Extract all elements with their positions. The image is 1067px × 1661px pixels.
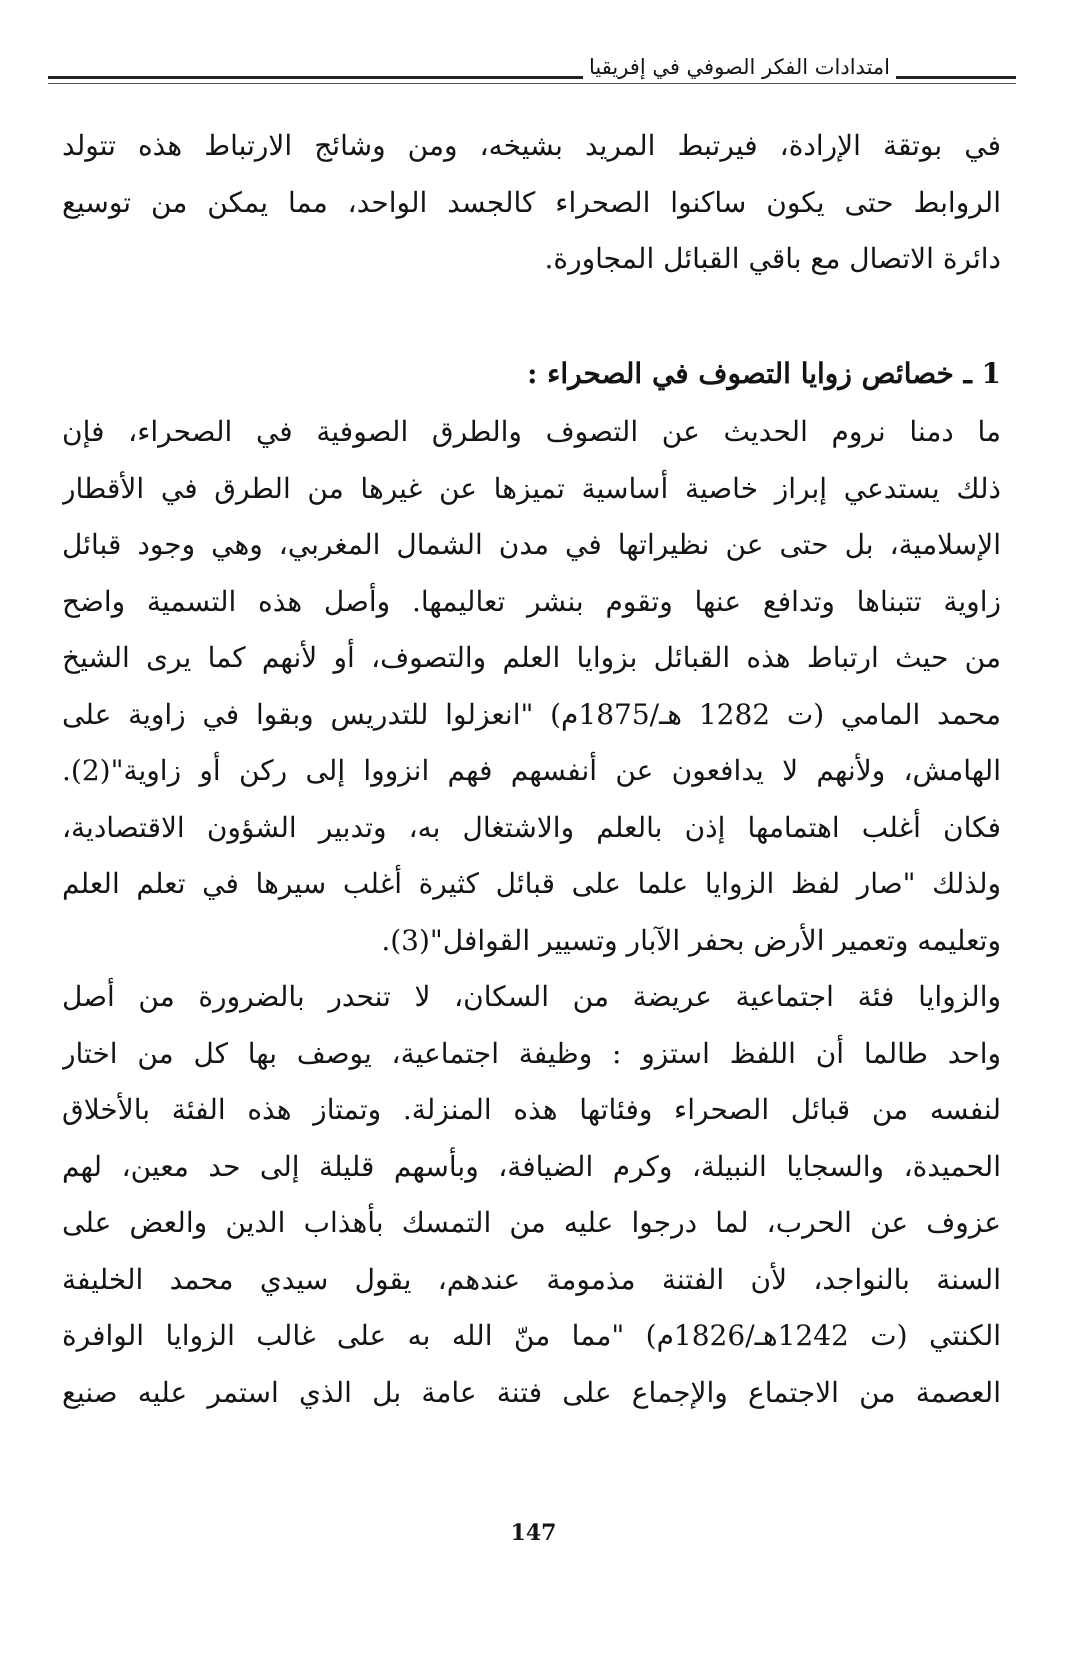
paragraph-line: وتعليمه وتعمير الأرض بحفر الآبار وتسيير القوافل"(3). [381, 923, 1001, 957]
paragraph-line: الحميدة، والسجايا النبيلة، وكرم الضيافة، وبأسهم قليلة إلى حد معين، لهم [62, 1149, 1001, 1183]
paragraph-line: العصمة من الاجتماع والإجماع على فتنة عامة بل الذي استمر عليه صنيع [62, 1375, 1001, 1409]
paragraph-line: دائرة الاتصال مع باقي القبائل المجاورة. [544, 242, 1001, 275]
paragraph-line: السنة بالنواجد، لأن الفتنة مذمومة عندهم، يقول سيدي محمد الخليفة [62, 1262, 1001, 1296]
paragraph-1 [62, 118, 1001, 288]
paragraph-line: الهامش، ولأنهم لا يدافعون عن أنفسهم فهم انزووا إلى ركن أو زاوية"(2). [62, 754, 1001, 787]
page-number: 147 [510, 1520, 557, 1546]
paragraph-line: من حيث ارتباط هذه القبائل بزوايا العلم والتصوف، أو لأنهم كما يرى الشيخ [62, 641, 1001, 674]
paragraph-line: والزوايا فئة اجتماعية عريضة من السكان، لا تنحدر بالضرورة من أصل [62, 980, 1001, 1013]
header-rule-thin [48, 83, 1016, 84]
paragraph-line: ولذلك "صار لفظ الزوايا علما على قبائل كثيرة أغلب سيرها في تعلم العلم [62, 867, 1001, 900]
paragraph-line: في بوتقة الإرادة، فيرتبط المريد بشيخه، ومن وشائج الارتباط هذه تتولد [62, 129, 1001, 162]
paragraph-line: زاوية تتبناها وتدافع عنها وتقوم بنشر تعاليمها. وأصل هذه التسمية واضح [62, 584, 1001, 618]
paragraph-line: ذلك يستدعي إبراز خاصية أساسية تميزها عن غيرها من الطرق في الأقطار [62, 471, 1001, 505]
paragraph-line: عزوف عن الحرب، لما درجوا عليه من التمسك بأهذاب الدين والعض على [62, 1206, 1001, 1239]
paragraph-2 [62, 404, 1001, 969]
header-title: امتدادات الفكر الصوفي في إفريقيا [583, 52, 896, 82]
section-heading: 1 ـ خصائص زوايا التصوف في الصحراء : [527, 357, 1001, 390]
body-text [62, 118, 1001, 1421]
paragraph-line: ما دمنا نروم الحديث عن التصوف والطرق الصوفية في الصحراء، فإن [62, 415, 1001, 448]
paragraph-line: فكان أغلب اهتمامها إذن بالعلم والاشتغال به، وتدبير الشؤون الاقتصادية، [62, 810, 1001, 844]
paragraph-line: الكنتي (ت 1242هـ/1826م) "مما منّ الله به على غالب الزوايا الوافرة [62, 1319, 1001, 1352]
paragraph-3 [62, 969, 1001, 1421]
paragraph-line: محمد المامي (ت 1282 هـ/1875م) "انعزلوا للتدريس وبقوا في زاوية على [62, 697, 1001, 731]
paragraph-line: لنفسه من قبائل الصحراء وفئاتها هذه المنزلة. وتمتاز هذه الفئة بالأخلاق [62, 1093, 1001, 1126]
paragraph-line: واحد طالما أن اللفظ استزو : وظيفة اجتماعية، يوصف بها كل من اختار [62, 1036, 1001, 1070]
running-header [48, 52, 1016, 92]
blank-gap [62, 288, 1001, 345]
paragraph-line: الإسلامية، بل حتى عن نظيراتها في مدن الشمال المغربي، وهي وجود قبائل [62, 528, 1001, 561]
paragraph-line: الروابط حتى يكون ساكنوا الصحراء كالجسد الواحد، مما يمكن من توسيع [62, 185, 1001, 219]
